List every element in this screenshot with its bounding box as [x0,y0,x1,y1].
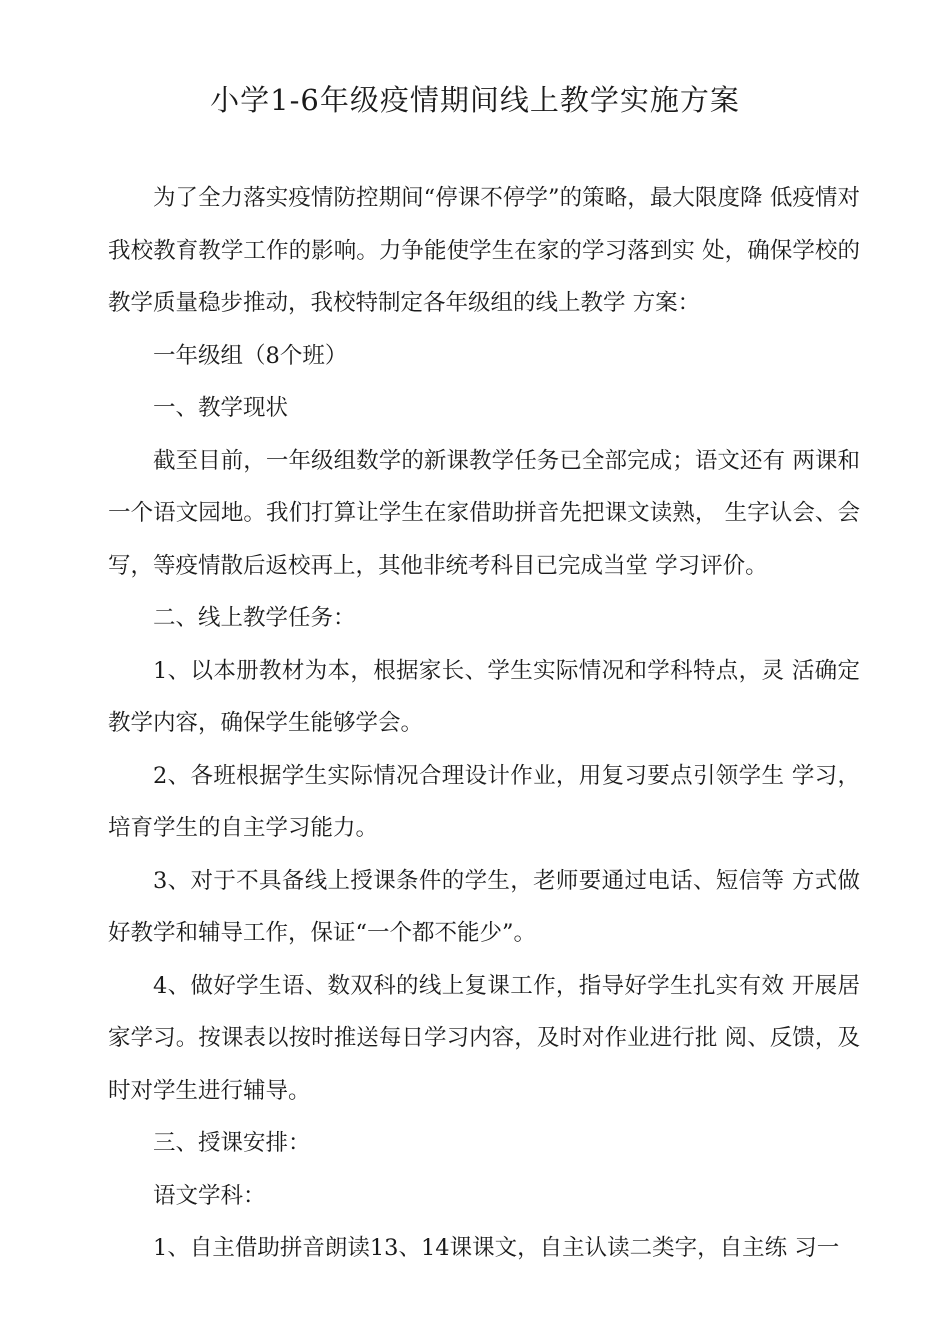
subject-heading-chinese: 语文学科： [153,1182,266,1209]
document-body [108,172,860,1275]
paragraph-status: 截至目前，一年级组数学的新课教学任务已全部完成；语文还有 两课和一个语文园地。我们打算让学生在家借助拼音先把课文读熟， 生字认会、会写，等疫情散后返校再上，其他非统考科目已完成当堂 学习评价。 [108,447,860,579]
document-title: 小学1-6年级疫情期间线上教学实施方案 [210,83,740,117]
section-heading-status: 一、教学现状 [153,395,289,421]
list-item-task-3: 3、对于不具备线上授课条件的学生，老师要通过电话、短信等 方式做好教学和辅导工作，保证“一个都不能少”。 [108,867,860,946]
section-heading-schedule: 三、授课安排： [153,1130,311,1156]
list-item-task-2: 2、各班根据学生实际情况合理设计作业，用复习要点引领学生 学习，培育学生的自主学习能力。 [108,762,860,841]
section-heading-tasks: 二、线上教学任务： [153,605,356,631]
list-item-task-4: 4、做好学生语、数双科的线上复课工作，指导好学生扎实有效 开展居家学习。按课表以按时推送每日学习内容，及时对作业进行批 阅、反馈，及时对学生进行辅导。 [108,972,860,1104]
list-item-chinese-1: 1、自主借助拼音朗读13、14课课文，自主认读二类字，自主练 习一 [153,1235,840,1261]
paragraph-grade-heading: 一年级组（8个班） [153,342,348,369]
paragraph-intro: 为了全力落实疫情防控期间“停课不停学”的策略，最大限度降 低疫情对我校教育教学工作的影响。力争能使学生在家的学习落到实 处，确保学校的教学质量稳步推动，我校特制定各年级组的线上教学 方案： [108,185,860,316]
list-item-task-1: 1、以本册教材为本，根据家长、学生实际情况和学科特点，灵 活确定教学内容，确保学生能够学会。 [108,657,860,736]
